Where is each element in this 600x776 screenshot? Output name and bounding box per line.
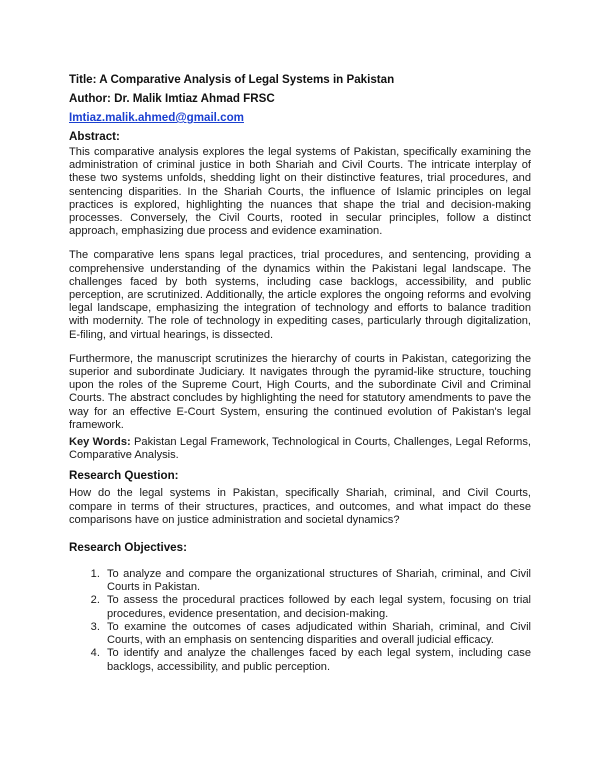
objective-item: 1. To analyze and compare the organizational structures of Shariah, criminal, and Civil Courts in Pakistan.	[103, 568, 531, 594]
objective-item: 3. To examine the outcomes of cases adjudicated within Shariah, criminal, and Civil Courts, with an emphasis on sentencing disparities and overall judicial efficacy.	[103, 621, 531, 647]
abstract-paragraph-1: This comparative analysis explores the legal systems of Pakistan, specifically examining the administration of criminal justice in both Shariah and Civil Courts. The intricate interplay of these two systems unfolds, shedding light on their distinctive features, trial procedures, and sentencing disparities. In the Shariah Courts, the influence of Islamic principles on legal practices is explored, highlighting the nuances that shape the trial and decision-making processes. Conversely, the Civil Courts, rooted in secular principles, follow a distinct approach, emphasizing due process and evidence examination.	[69, 146, 531, 238]
objective-item: 2. To assess the procedural practices followed by each legal system, focusing on trial procedures, evidence presentation, and decision-making.	[103, 594, 531, 620]
keywords-label: Key Words:	[69, 436, 131, 449]
objective-item: 4. To identify and analyze the challenges faced by each legal system, including case backlogs, accessibility, and public perception.	[103, 647, 531, 673]
research-question-heading: Research Question:	[69, 469, 179, 483]
keywords-text: Pakistan Legal Framework, Technological in Courts, Challenges, Legal Reforms, Comparative Analysis.	[69, 436, 531, 462]
abstract-heading: Abstract:	[69, 130, 120, 143]
keywords	[69, 436, 531, 462]
document-page	[69, 70, 531, 674]
abstract-paragraph-2: The comparative lens spans legal practices, trial procedures, and sentencing, providing a comprehensive understanding of the dynamics within the Pakistani legal landscape. The challenges faced by both systems, including case backlogs, accessibility, and public perception, are scrutinized. Additionally, the article explores the ongoing reforms and evolving legal landscape, emphasizing the integration of technology and efforts to balance tradition with modernity. The role of technology in expediting cases, particularly through digitalization, E-filing, and virtual hearings, is dissected.	[69, 249, 531, 341]
author-line: Author: Dr. Malik Imtiaz Ahmad FRSC	[69, 92, 275, 105]
abstract-paragraph-3: Furthermore, the manuscript scrutinizes the hierarchy of courts in Pakistan, categorizing the superior and subordinate Judiciary. It navigates through the pyramid-like structure, touching upon the roles of the Supreme Court, High Courts, and the subordinate Civil and Criminal Courts. The abstract concludes by highlighting the need for statutory amendments to pave the way for an effective E-Court System, ensuring the continued evolution of Pakistan's legal framework.	[69, 352, 531, 431]
author-email-link[interactable]: Imtiaz.malik.ahmed@gmail.com	[69, 111, 244, 124]
research-objectives-heading: Research Objectives:	[69, 541, 187, 555]
research-objectives-list	[69, 568, 531, 674]
document-title: Title: A Comparative Analysis of Legal Systems in Pakistan	[69, 73, 395, 86]
research-question-text: How do the legal systems in Pakistan, specifically Shariah, criminal, and Civil Courts, compare in terms of their structures, practices, and outcomes, and what impact do these comparisons have on justice administration and societal dynamics?	[69, 487, 531, 526]
